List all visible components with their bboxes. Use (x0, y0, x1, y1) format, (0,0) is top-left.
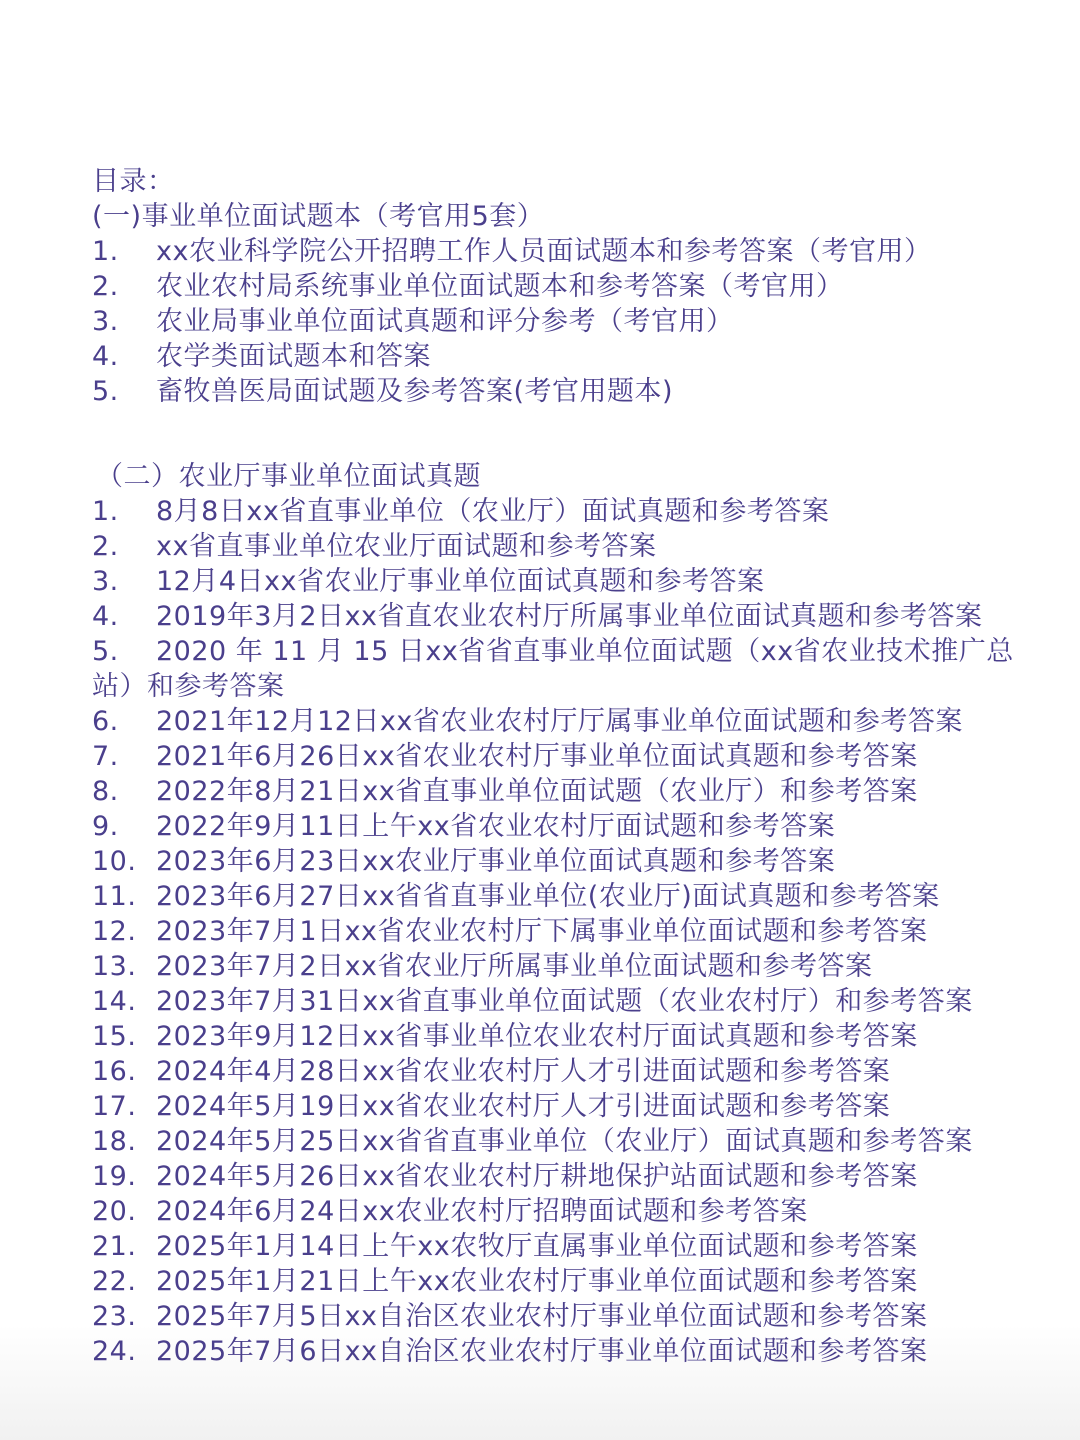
item-number: 7. (92, 741, 119, 772)
list-item (92, 914, 1042, 949)
list-item (92, 304, 1042, 339)
item-text: 2025年1月21日上午xx农业农村厅事业单位面试题和参考答案 (156, 1266, 918, 1297)
item-text: 2023年9月12日xx省事业单位农业农村厅面试真题和参考答案 (156, 1021, 918, 1052)
item-number: 3. (92, 566, 119, 597)
item-text: 2021年12月12日xx省农业农村厅厅属事业单位面试题和参考答案 (156, 706, 963, 737)
list-item (92, 984, 1042, 1019)
item-number: 22. (92, 1266, 137, 1297)
item-text: 畜牧兽医局面试题及参考答案(考官用题本) (156, 376, 674, 407)
item-number: 14. (92, 986, 137, 1017)
item-text: 农业农村局系统事业单位面试题本和参考答案（考官用） (156, 271, 844, 302)
list-item (92, 774, 1042, 809)
item-number: 1. (92, 236, 119, 267)
list-item (92, 739, 1042, 774)
item-text: 2023年7月1日xx省农业农村厅下属事业单位面试题和参考答案 (156, 916, 928, 947)
list-item (92, 269, 1042, 304)
item-text: 2019年3月2日xx省直农业农村厅所属事业单位面试真题和参考答案 (156, 601, 983, 632)
list-item (92, 1264, 1042, 1299)
item-text: xx省直事业单位农业厅面试题和参考答案 (156, 531, 657, 562)
item-number: 12. (92, 916, 137, 947)
item-number: 17. (92, 1091, 137, 1122)
list-item (92, 339, 1042, 374)
item-text: 8月8日xx省直事业单位（农业厅）面试真题和参考答案 (156, 496, 830, 527)
item-text: 2025年7月6日xx自治区农业农村厅事业单位面试题和参考答案 (156, 1336, 928, 1367)
item-number: 18. (92, 1126, 137, 1157)
list-item (92, 494, 1042, 529)
item-number: 20. (92, 1196, 137, 1227)
list-item (92, 1159, 1042, 1194)
table-of-contents (92, 164, 1042, 1369)
item-number: 6. (92, 706, 119, 737)
list-item (92, 599, 1042, 634)
item-text: 2025年1月14日上午xx农牧厅直属事业单位面试题和参考答案 (156, 1231, 918, 1262)
list-item (92, 1299, 1042, 1334)
item-text: 2024年5月26日xx省农业农村厅耕地保护站面试题和参考答案 (156, 1161, 918, 1192)
item-number: 16. (92, 1056, 137, 1087)
item-number: 3. (92, 306, 119, 337)
item-text: 2024年4月28日xx省农业农村厅人才引进面试题和参考答案 (156, 1056, 891, 1087)
list-item (92, 1334, 1042, 1369)
item-text: 2024年6月24日xx农业农村厅招聘面试题和参考答案 (156, 1196, 808, 1227)
item-number: 4. (92, 341, 119, 372)
item-text: 农业局事业单位面试真题和评分参考（考官用） (156, 306, 734, 337)
item-text: 2022年9月11日上午xx省农业农村厅面试题和参考答案 (156, 811, 836, 842)
list-item (92, 234, 1042, 269)
item-number: 2. (92, 531, 119, 562)
list-item (92, 949, 1042, 984)
item-text: 2020 年 11 月 15 日xx省省直事业单位面试题（xx省农业技术推广总 (156, 636, 1014, 667)
item-text: 2024年5月19日xx省农业农村厅人才引进面试题和参考答案 (156, 1091, 891, 1122)
item-number: 5. (92, 376, 119, 407)
item-number: 8. (92, 776, 119, 807)
list-item (92, 879, 1042, 914)
item-number: 10. (92, 846, 137, 877)
item-text: 12月4日xx省农业厅事业单位面试真题和参考答案 (156, 566, 765, 597)
list-item (92, 1124, 1042, 1159)
toc-title: 目录： (92, 166, 175, 197)
list-item (92, 1089, 1042, 1124)
item-number: 4. (92, 601, 119, 632)
list-item (92, 1054, 1042, 1089)
item-text: 2025年7月5日xx自治区农业农村厅事业单位面试题和参考答案 (156, 1301, 928, 1332)
item-text: xx农业科学院公开招聘工作人员面试题本和参考答案（考官用） (156, 236, 932, 267)
item-text: 农学类面试题本和答案 (156, 341, 431, 372)
item-text: 2021年6月26日xx省农业农村厅事业单位面试真题和参考答案 (156, 741, 918, 772)
item-continuation-text: 站）和参考答案 (92, 671, 285, 702)
list-item (92, 844, 1042, 879)
item-number: 15. (92, 1021, 137, 1052)
item-number: 5. (92, 636, 119, 667)
item-number: 9. (92, 811, 119, 842)
item-text: 2023年6月27日xx省省直事业单位(农业厅)面试真题和参考答案 (156, 881, 940, 912)
item-number: 24. (92, 1336, 137, 1367)
item-number: 13. (92, 951, 137, 982)
item-number: 11. (92, 881, 137, 912)
item-text: 2023年7月31日xx省直事业单位面试题（农业农村厅）和参考答案 (156, 986, 973, 1017)
list-item (92, 1194, 1042, 1229)
list-item (92, 564, 1042, 599)
item-number: 19. (92, 1161, 137, 1192)
list-item (92, 529, 1042, 564)
list-item (92, 374, 1042, 409)
item-number: 21. (92, 1231, 137, 1262)
list-item (92, 634, 1042, 669)
item-text: 2022年8月21日xx省直事业单位面试题（农业厅）和参考答案 (156, 776, 918, 807)
section-spacer (92, 409, 1042, 459)
item-text: 2023年7月2日xx省农业厅所属事业单位面试题和参考答案 (156, 951, 873, 982)
item-text: 2023年6月23日xx农业厅事业单位面试真题和参考答案 (156, 846, 836, 877)
item-number: 1. (92, 496, 119, 527)
list-item (92, 1019, 1042, 1054)
list-item (92, 704, 1042, 739)
list-item (92, 1229, 1042, 1264)
item-text: 2024年5月25日xx省省直事业单位（农业厅）面试真题和参考答案 (156, 1126, 973, 1157)
list-item (92, 809, 1042, 844)
section1-heading: (一)事业单位面试题本（考官用5套） (92, 201, 545, 232)
section2-heading: （二）农业厅事业单位面试真题 (96, 461, 481, 492)
item-number: 23. (92, 1301, 137, 1332)
item-number: 2. (92, 271, 119, 302)
